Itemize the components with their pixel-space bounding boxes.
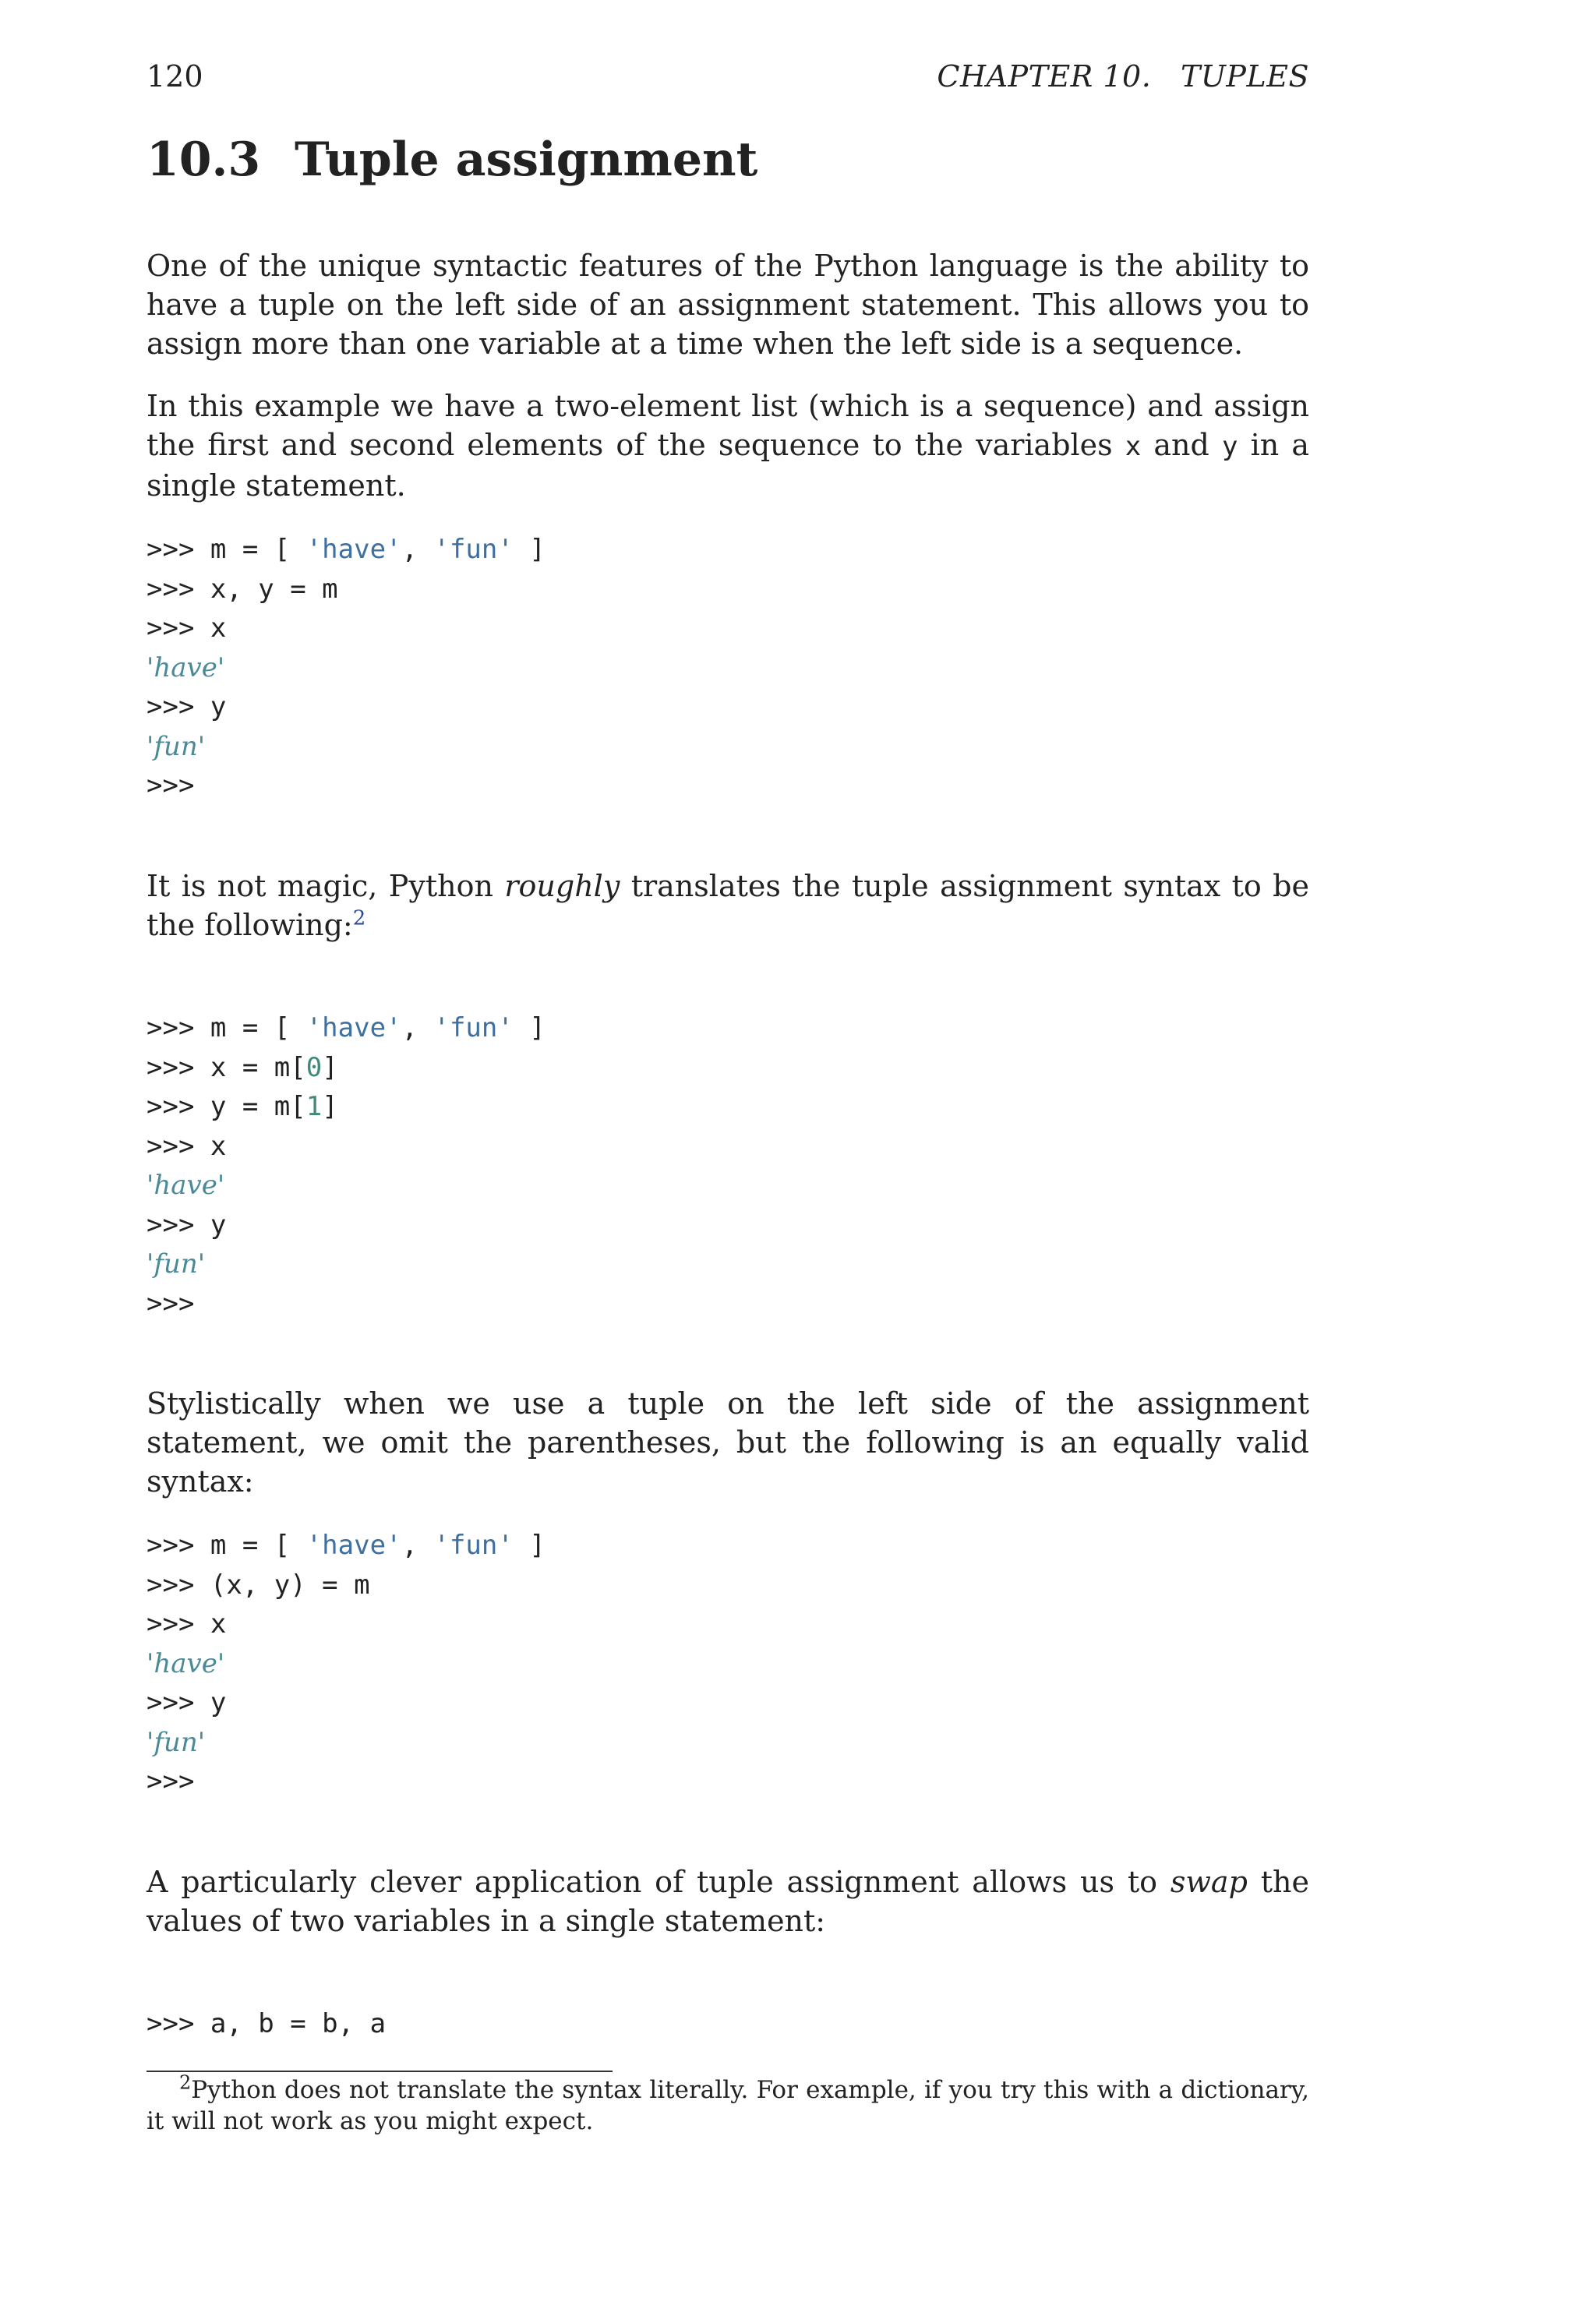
text-run: the values of two variables in a single statement: [147, 1865, 1310, 1938]
code-line: >>> m = [ 'have', 'fun' ] [147, 534, 546, 565]
paragraph-example [147, 387, 1309, 505]
emphasis: roughly [504, 869, 620, 903]
code-line: >>> [147, 1287, 195, 1319]
code-line: >>> x = m[0] [147, 1051, 338, 1083]
inline-code-x: x [1125, 431, 1142, 462]
text-run: A particularly clever application of tuple assignment allows us to [147, 1865, 1171, 1899]
code-output: 'fun' [147, 1726, 206, 1758]
code-output: 'have' [147, 1647, 225, 1679]
code-block-4 [147, 2004, 386, 2044]
section-heading [147, 132, 757, 187]
code-output: 'fun' [147, 730, 206, 762]
code-line: >>> y [147, 1209, 227, 1241]
text-run: in a single statement. [147, 428, 1309, 503]
page-header [147, 59, 1309, 106]
code-output: 'have' [147, 651, 225, 683]
code-line: >>> y [147, 1687, 227, 1718]
code-line: >>> y = m[1] [147, 1091, 338, 1122]
code-line: >>> [147, 770, 195, 801]
footnote-mark: 2 [179, 2071, 192, 2094]
footnote [147, 2071, 1309, 2137]
code-block-3 [147, 1526, 546, 1802]
section-number: 10.3 [147, 132, 261, 187]
code-line: >>> x [147, 613, 227, 644]
footnote-text: Python does not translate the syntax literally. For example, if you try this with a dictionary, it will not work as you might expect. [147, 2076, 1309, 2135]
paragraph-intro: One of the unique syntactic features of the Python language is the ability to have a tuple on the left side of an assignment statement. This allows you to assign more than one variable at a time when the left side is a sequence. [147, 249, 1309, 361]
code-line: >>> (x, y) = m [147, 1569, 370, 1601]
code-output: 'have' [147, 1170, 225, 1201]
code-line: >>> x, y = m [147, 573, 338, 605]
paragraph-not-magic [147, 867, 1309, 944]
code-line: >>> m = [ 'have', 'fun' ] [147, 1012, 546, 1043]
code-line: >>> y [147, 691, 227, 722]
inline-code-y: y [1221, 431, 1238, 462]
running-head: CHAPTER 10. TUPLES [937, 59, 1309, 94]
code-line: >>> m = [ 'have', 'fun' ] [147, 1530, 546, 1561]
code-line: >>> [147, 1766, 195, 1797]
code-line: >>> x [147, 1608, 227, 1640]
text-run: In this example we have a two-element list (which is a sequence) and assign the first and second elements of the sequence to the variables [147, 389, 1309, 462]
code-line: >>> x [147, 1130, 227, 1162]
code-block-2 [147, 1008, 546, 1323]
text-run: It is not magic, Python [147, 869, 505, 903]
paragraph-stylistic: Stylistically when we use a tuple on the left side of the assignment statement, we omit the parentheses, but the following is an equally valid syntax: [147, 1386, 1309, 1499]
code-line: >>> a, b = b, a [147, 2008, 387, 2039]
code-output: 'fun' [147, 1248, 206, 1280]
page-number: 120 [147, 59, 203, 94]
paragraph-swap [147, 1862, 1309, 1940]
text-run: translates the tuple assignment syntax to be the following: [147, 869, 1309, 942]
footnote-rule [147, 2071, 613, 2072]
text-run: and [1141, 428, 1222, 462]
emphasis: swap [1170, 1865, 1248, 1899]
section-title: Tuple assignment [295, 132, 758, 187]
footnote-reference[interactable]: 2 [352, 906, 366, 930]
code-block-1 [147, 530, 546, 806]
